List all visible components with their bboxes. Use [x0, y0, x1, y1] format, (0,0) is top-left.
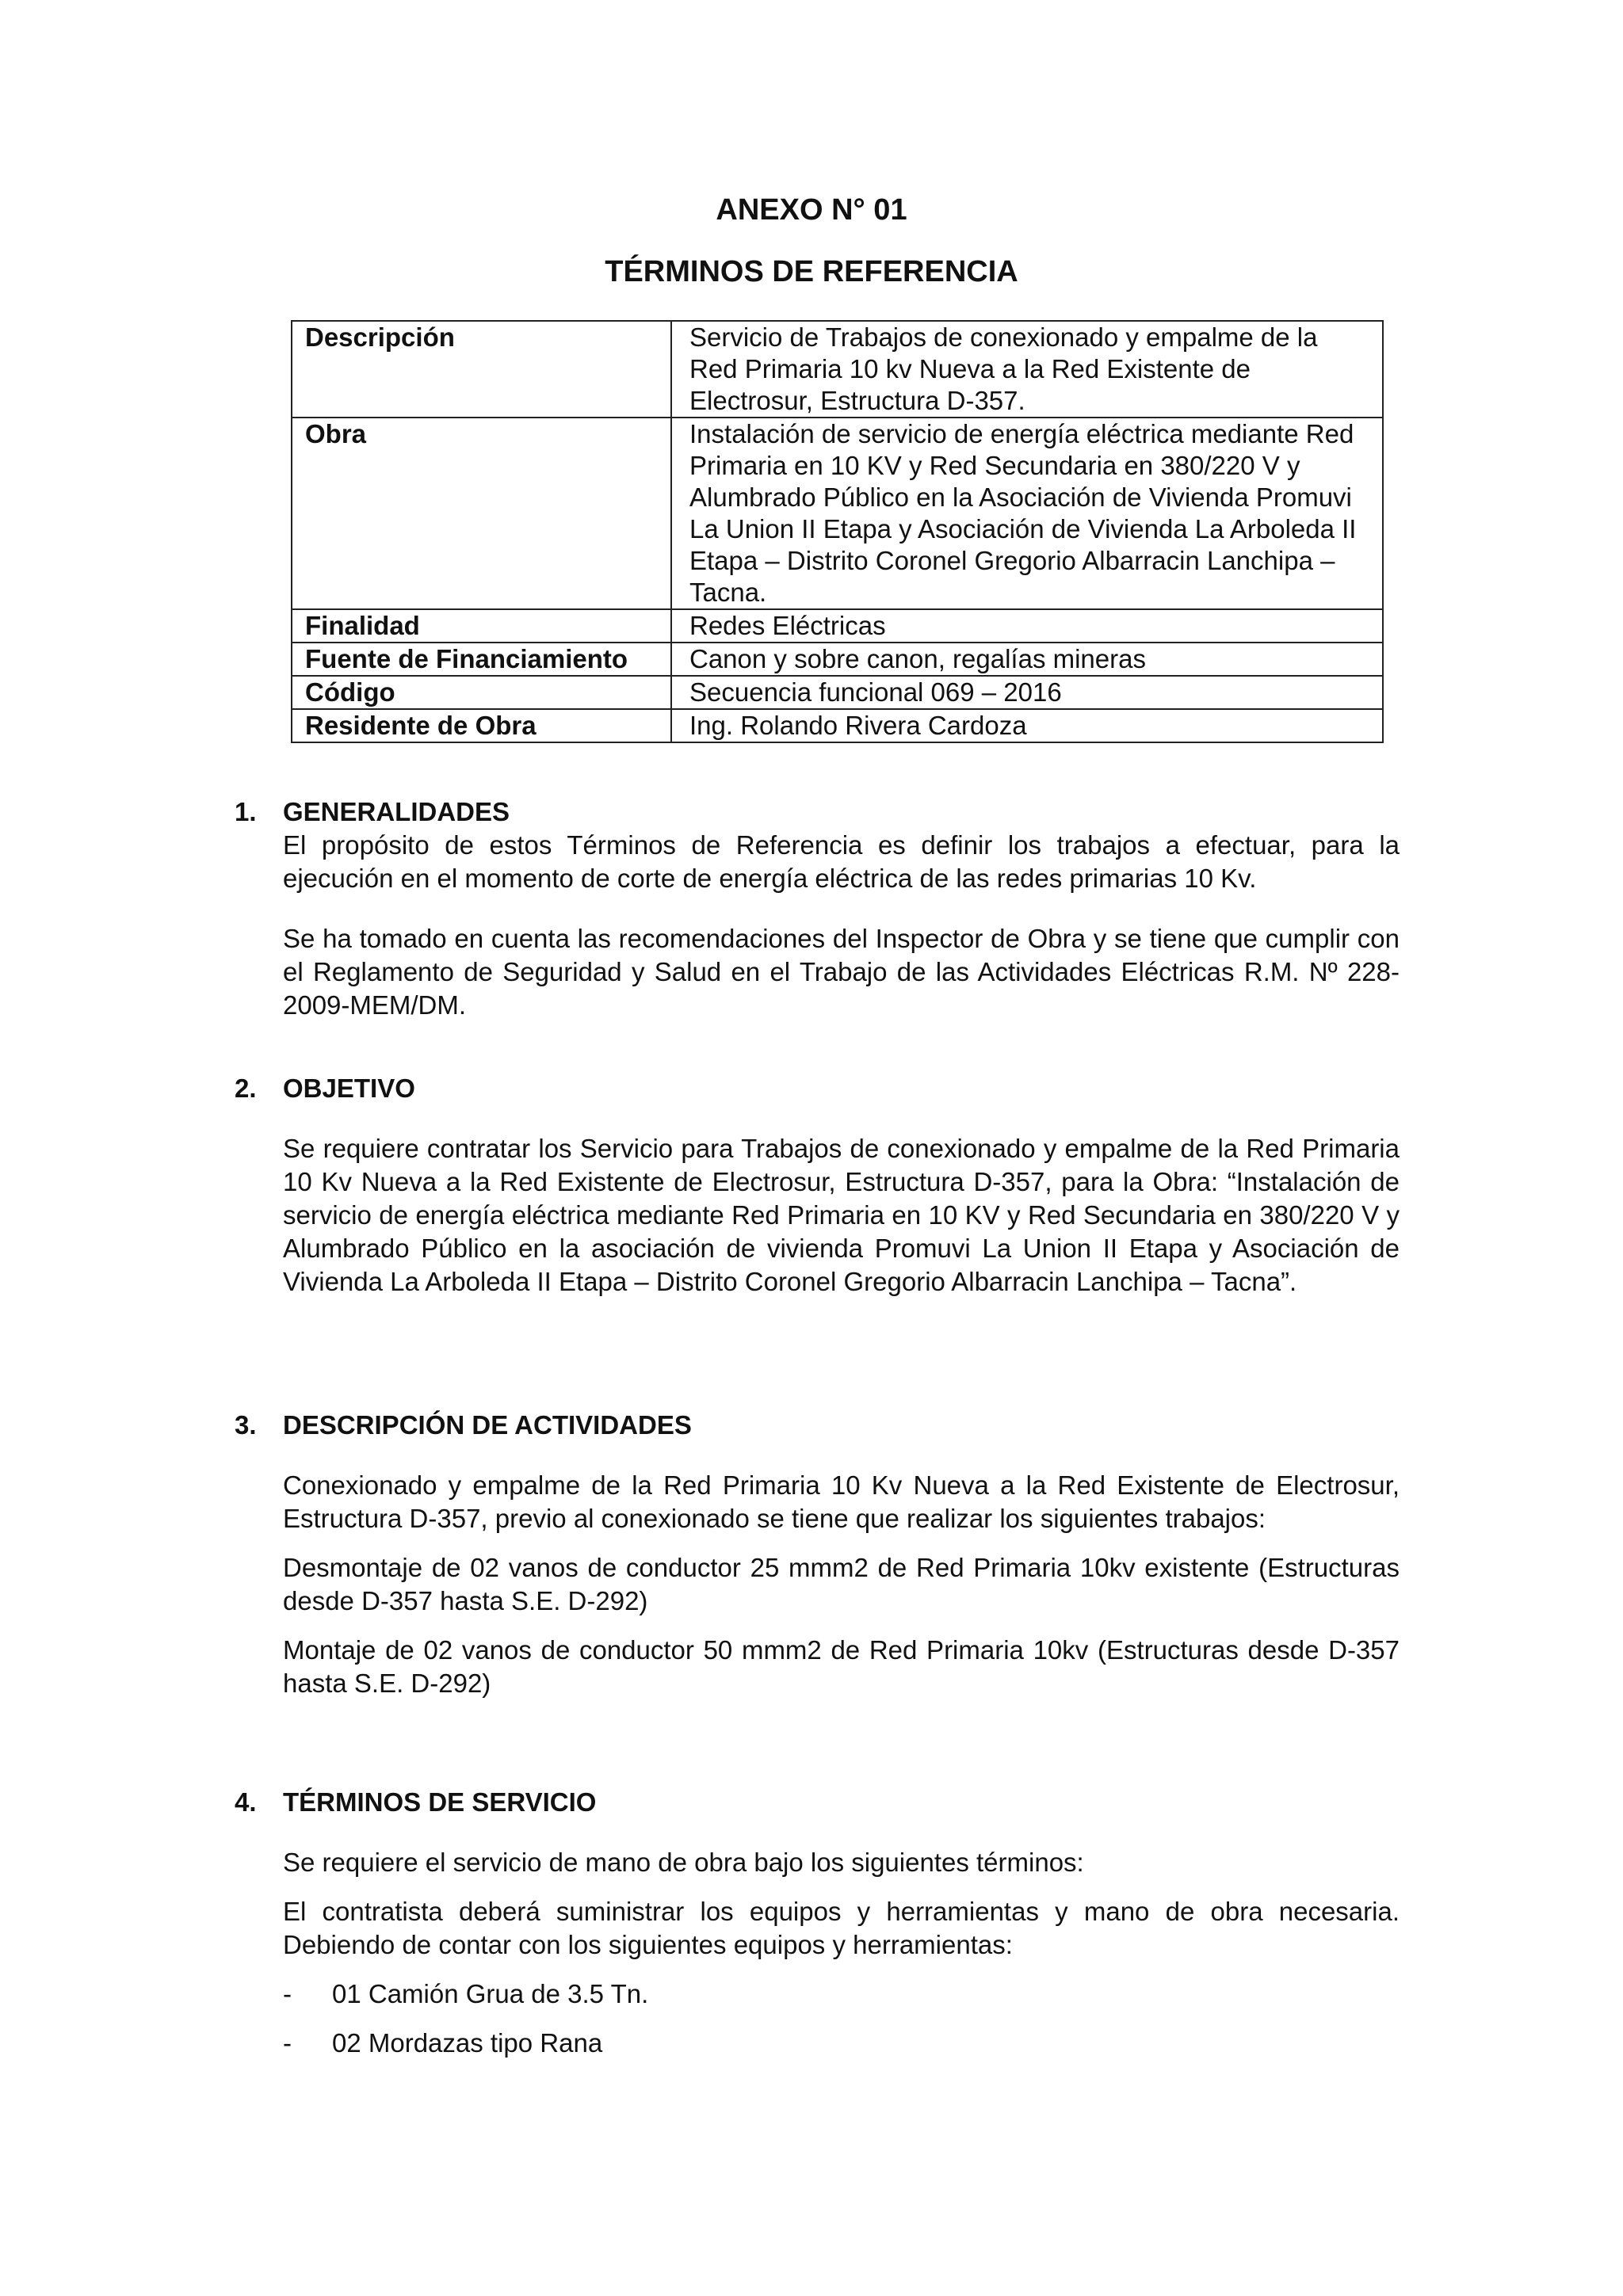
- section-title: DESCRIPCIÓN DE ACTIVIDADES: [283, 1410, 692, 1440]
- section-title: GENERALIDADES: [283, 797, 510, 826]
- paragraph: Desmontaje de 02 vanos de conductor 25 mmm2 de Red Primaria 10kv existente (Estructuras desde D-357 hasta S.E. D-292): [283, 1553, 1400, 1615]
- section-terminos-servicio: [235, 1786, 1400, 2060]
- list-item: [283, 2027, 1400, 2060]
- paragraph: Montaje de 02 vanos de conductor 50 mmm2 de Red Primaria 10kv (Estructuras desde D-357 hasta S.E. D-292): [283, 1635, 1400, 1698]
- list-item: [283, 1978, 1400, 2011]
- section-title: OBJETIVO: [283, 1074, 415, 1103]
- list-dash: -: [283, 1979, 292, 2008]
- row-value: Canon y sobre canon, regalías mineras: [671, 643, 1383, 676]
- section-number: 2.: [235, 1074, 257, 1103]
- row-label: Código: [292, 676, 671, 709]
- list-item-text: 02 Mordazas tipo Rana: [332, 2028, 603, 2058]
- row-label: Residente de Obra: [292, 709, 671, 742]
- table-row: [292, 643, 1383, 676]
- section-descripcion-actividades: [235, 1409, 1400, 1700]
- paragraph: Conexionado y empalme de la Red Primaria 10 Kv Nueva a la Red Existente de Electrosur, Estructura D-357, previo al conexionado se tiene que realizar los siguientes trabajos:: [283, 1470, 1400, 1533]
- paragraph: El propósito de estos Términos de Referencia es definir los trabajos a efectuar, para la ejecución en el momento de corte de energía eléctrica de las redes primarias 10 Kv.: [283, 830, 1400, 893]
- row-value: Secuencia funcional 069 – 2016: [671, 676, 1383, 709]
- paragraph: El contratista deberá suministrar los equipos y herramientas y mano de obra necesaria. Debiendo de contar con los siguientes equipos y herramientas:: [283, 1897, 1400, 1959]
- project-info-table: [291, 320, 1384, 743]
- row-label: Finalidad: [292, 609, 671, 643]
- row-value: Ing. Rolando Rivera Cardoza: [671, 709, 1383, 742]
- section-objetivo: [235, 1072, 1400, 1299]
- row-value: Instalación de servicio de energía eléctrica mediante Red Primaria en 10 KV y Red Secundaria en 380/220 V y Alumbrado Público en la Asociación de Vivienda Promuvi La Union II Etapa y Asociación de Vivienda La Arboleda II Etapa – Distrito Coronel Gregorio Albarracin Lanchipa – Tacna.: [671, 418, 1383, 609]
- list-item-text: 01 Camión Grua de 3.5 Tn.: [332, 1979, 649, 2008]
- table-row: [292, 709, 1383, 742]
- row-label: Fuente de Financiamiento: [292, 643, 671, 676]
- row-label: Descripción: [292, 321, 671, 418]
- paragraph: Se requiere contratar los Servicio para Trabajos de conexionado y empalme de la Red Primaria 10 Kv Nueva a la Red Existente de Electrosur, Estructura D-357, para la Obra: “Instalación de servicio de energía eléctrica mediante Red Primaria en 10 KV y Red Secundaria en 380/220 V y Alumbrado Público en la asociación de vivienda Promuvi La Union II Etapa y Asociación de Vivienda La Arboleda II Etapa – Distrito Coronel Gregorio Albarracin Lanchipa – Tacna”.: [283, 1134, 1400, 1296]
- section-title: TÉRMINOS DE SERVICIO: [283, 1787, 597, 1817]
- section-number: 4.: [235, 1787, 257, 1817]
- paragraph: Se ha tomado en cuenta las recomendaciones del Inspector de Obra y se tiene que cumplir con el Reglamento de Seguridad y Salud en el Trabajo de las Actividades Eléctricas R.M. Nº 228-2009-MEM/DM.: [283, 924, 1400, 1020]
- section-number: 3.: [235, 1410, 257, 1440]
- paragraph: Se requiere el servicio de mano de obra bajo los siguientes términos:: [283, 1848, 1084, 1877]
- document-title: ANEXO N° 01: [716, 193, 907, 227]
- list-dash: -: [283, 2028, 292, 2058]
- document-subtitle: TÉRMINOS DE REFERENCIA: [605, 255, 1018, 288]
- row-value: Servicio de Trabajos de conexionado y empalme de la Red Primaria 10 kv Nueva a la Red Existente de Electrosur, Estructura D-357.: [671, 321, 1383, 418]
- table-row: [292, 676, 1383, 709]
- table-row: [292, 418, 1383, 609]
- section-generalidades: [235, 795, 1400, 1022]
- table-row: [292, 321, 1383, 418]
- row-value: Redes Eléctricas: [671, 609, 1383, 643]
- section-number: 1.: [235, 797, 257, 826]
- table-row: [292, 609, 1383, 643]
- row-label: Obra: [292, 418, 671, 609]
